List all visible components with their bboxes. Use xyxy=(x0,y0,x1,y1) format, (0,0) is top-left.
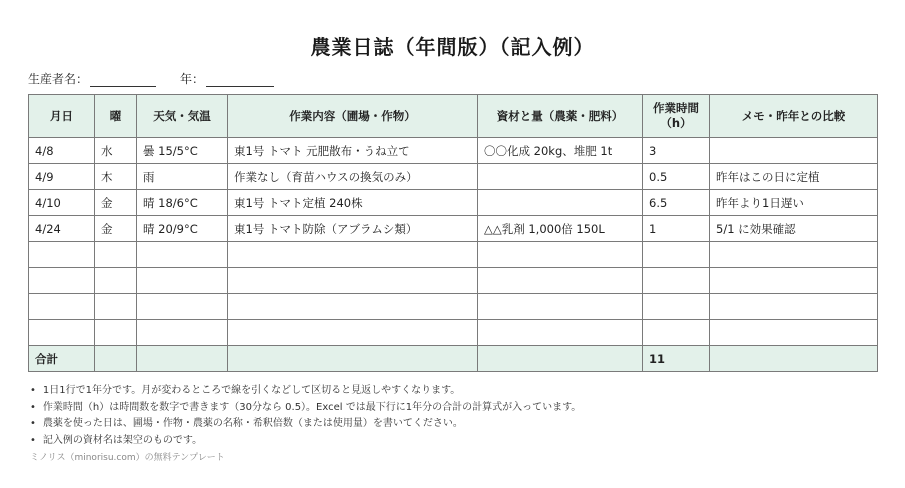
cell-weekday: 金 xyxy=(95,216,137,242)
note-item: • 作業時間（h）は時間数を数字で書きます（30分なら 0.5）。Excel では最下行に1年分の合計の計算式が入っています。 xyxy=(30,400,581,417)
cell-materials xyxy=(478,190,643,216)
cell-work: 作業なし（育苗ハウスの換気のみ） xyxy=(228,164,478,190)
cell-date xyxy=(29,242,95,268)
cell-memo xyxy=(710,242,878,268)
cell-work xyxy=(228,268,478,294)
cell-weekday xyxy=(95,242,137,268)
producer-name-field xyxy=(90,74,156,87)
cell-date xyxy=(29,294,95,320)
table-row xyxy=(29,320,878,346)
total-empty-cell xyxy=(137,346,228,372)
year-label: 年： xyxy=(180,72,205,86)
notes-list xyxy=(30,383,581,449)
cell-materials xyxy=(478,164,643,190)
header-weekday: 曜 xyxy=(95,95,137,138)
page-title: 農業日誌（年間版）（記入例） xyxy=(310,35,595,59)
cell-work: 東1号 トマト 元肥散布・うね立て xyxy=(228,138,478,164)
cell-weather: 晴 20/9°C xyxy=(137,216,228,242)
note-item: • 1日1行で1年分です。月が変わるところで線を引くなどして区切ると見返しやすくなります。 xyxy=(30,383,581,400)
cell-memo xyxy=(710,294,878,320)
total-empty-cell xyxy=(95,346,137,372)
table-row xyxy=(29,164,878,190)
total-empty-cell xyxy=(478,346,643,372)
cell-weekday xyxy=(95,320,137,346)
header-fields xyxy=(28,70,298,87)
year-field xyxy=(206,74,274,87)
total-hours: 11 xyxy=(643,346,710,372)
cell-work xyxy=(228,294,478,320)
cell-weather xyxy=(137,294,228,320)
cell-hours xyxy=(643,242,710,268)
cell-work: 東1号 トマト定植 240株 xyxy=(228,190,478,216)
table-header-row xyxy=(29,95,878,138)
cell-materials xyxy=(478,268,643,294)
header-memo: メモ・昨年との比較 xyxy=(710,95,878,138)
cell-date: 4/9 xyxy=(29,164,95,190)
template-credit: ミノリス（minorisu.com）の無料テンプレート xyxy=(30,453,225,463)
cell-weather xyxy=(137,268,228,294)
table-row xyxy=(29,294,878,320)
cell-weekday xyxy=(95,268,137,294)
total-empty-cell xyxy=(710,346,878,372)
cell-work xyxy=(228,320,478,346)
cell-weekday: 金 xyxy=(95,190,137,216)
cell-memo xyxy=(710,138,878,164)
cell-date: 4/10 xyxy=(29,190,95,216)
cell-weather: 雨 xyxy=(137,164,228,190)
header-hours xyxy=(643,95,710,138)
cell-date xyxy=(29,268,95,294)
cell-hours: 0.5 xyxy=(643,164,710,190)
cell-materials: △△乳剤 1,000倍 150L xyxy=(478,216,643,242)
cell-memo xyxy=(710,320,878,346)
header-work: 作業内容（圃場・作物） xyxy=(228,95,478,138)
cell-materials xyxy=(478,242,643,268)
cell-hours: 3 xyxy=(643,138,710,164)
total-row xyxy=(29,346,878,372)
header-hours-line2: （h） xyxy=(660,116,692,130)
cell-weather xyxy=(137,320,228,346)
cell-memo xyxy=(710,268,878,294)
cell-hours xyxy=(643,320,710,346)
producer-name-label: 生産者名： xyxy=(28,72,89,86)
cell-materials xyxy=(478,294,643,320)
cell-weather xyxy=(137,242,228,268)
cell-hours: 1 xyxy=(643,216,710,242)
total-empty-cell xyxy=(228,346,478,372)
cell-date: 4/24 xyxy=(29,216,95,242)
cell-date xyxy=(29,320,95,346)
note-item: • 記入例の資材名は架空のものです。 xyxy=(30,433,581,450)
cell-hours: 6.5 xyxy=(643,190,710,216)
cell-hours xyxy=(643,268,710,294)
cell-weekday: 水 xyxy=(95,138,137,164)
cell-weather: 晴 18/6°C xyxy=(137,190,228,216)
cell-materials xyxy=(478,320,643,346)
cell-date: 4/8 xyxy=(29,138,95,164)
header-hours-line1: 作業時間 xyxy=(653,101,699,115)
cell-hours xyxy=(643,294,710,320)
table-row xyxy=(29,138,878,164)
note-item: • 農薬を使った日は、圃場・作物・農薬の名称・希釈倍数（または使用量）を書いてください。 xyxy=(30,416,581,433)
farm-log-table xyxy=(28,94,878,372)
table-row xyxy=(29,216,878,242)
table-row xyxy=(29,242,878,268)
table-row xyxy=(29,190,878,216)
cell-work xyxy=(228,242,478,268)
total-label: 合計 xyxy=(29,346,95,372)
cell-memo: 昨年はこの日に定植 xyxy=(710,164,878,190)
header-materials: 資材と量（農薬・肥料） xyxy=(478,95,643,138)
cell-memo: 昨年より1日遅い xyxy=(710,190,878,216)
cell-work: 東1号 トマト防除（アブラムシ類） xyxy=(228,216,478,242)
cell-weekday: 木 xyxy=(95,164,137,190)
header-weather: 天気・気温 xyxy=(137,95,228,138)
cell-materials: 〇〇化成 20kg、堆肥 1t xyxy=(478,138,643,164)
cell-memo: 5/1 に効果確認 xyxy=(710,216,878,242)
cell-weekday xyxy=(95,294,137,320)
cell-weather: 曇 15/5°C xyxy=(137,138,228,164)
header-month-day: 月日 xyxy=(29,95,95,138)
table-row xyxy=(29,268,878,294)
